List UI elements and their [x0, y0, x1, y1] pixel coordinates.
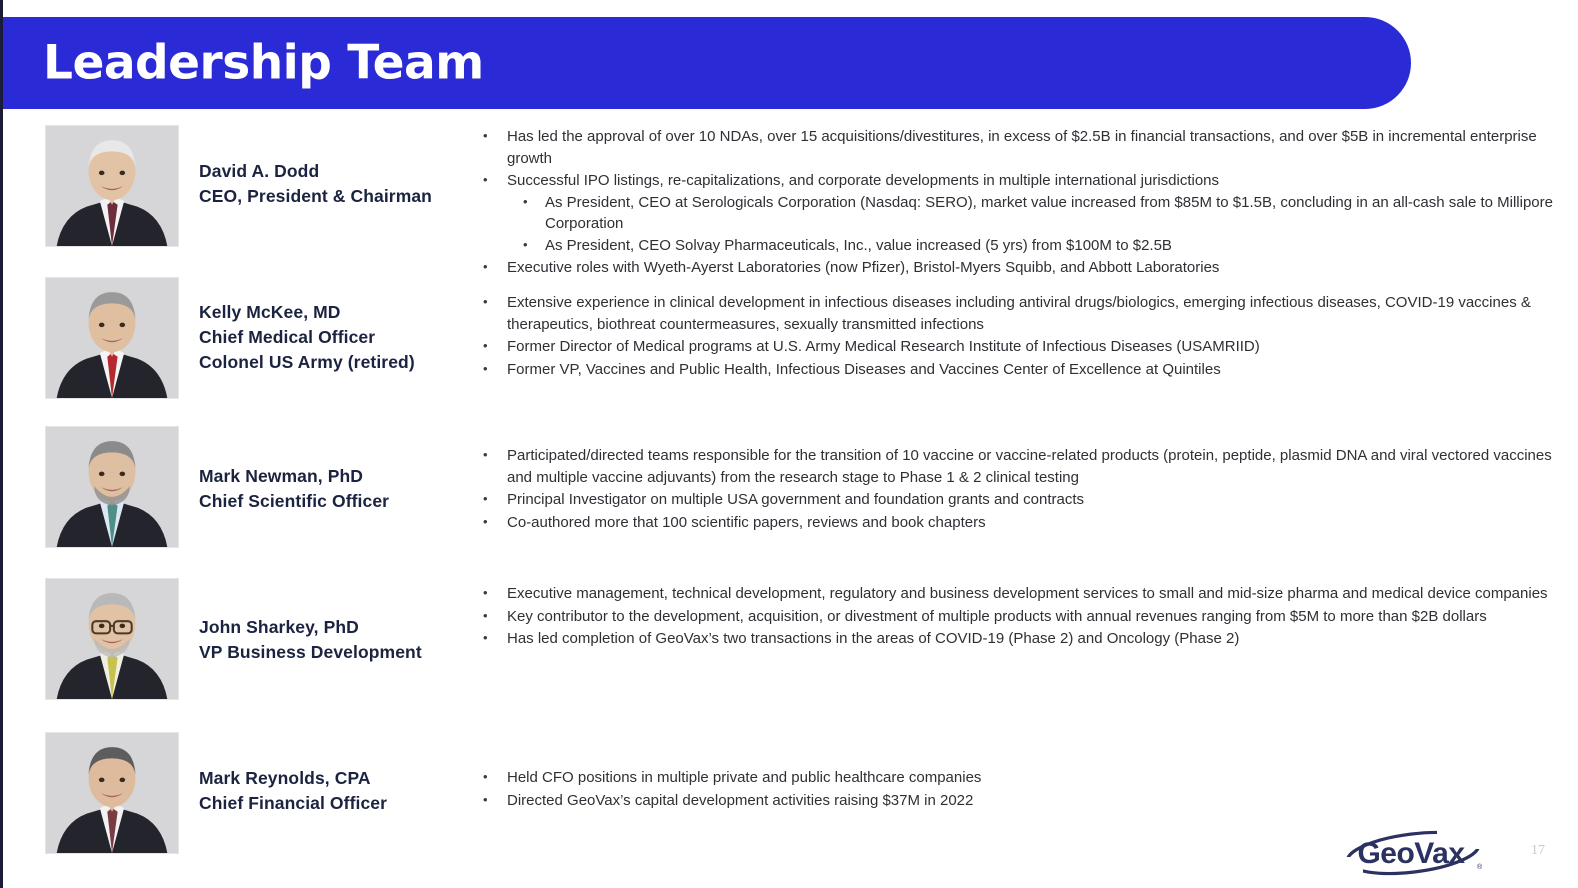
headshot-photo	[45, 578, 179, 700]
bullet-text: • Extensive experience in clinical development in infectious diseases including antiviral drugs/biologics, emerging infectious diseases, COVID-19 vaccines & therapeutics, biothreat countermeasures, sexually transmitted infections	[507, 294, 1531, 333]
bullet-list	[479, 445, 1571, 533]
bullet-text: • Executive roles with Wyeth-Ayerst Laboratories (now Pfizer), Bristol-Myers Squibb, and Abbott Laboratories	[507, 259, 1220, 276]
bullet-item	[479, 606, 1571, 628]
person-title: VP Business Development	[199, 642, 422, 662]
person-name: Mark Newman, PhD	[199, 466, 364, 486]
bullet-text: • Co-authored more that 100 scientific papers, reviews and book chapters	[507, 513, 986, 531]
person-bullets	[479, 445, 1571, 534]
bullet-text: • Directed GeoVax’s capital development activities raising $37M in 2022	[507, 791, 974, 809]
bullet-item	[479, 489, 1571, 511]
bullet-text: • Former Director of Medical programs at U.S. Army Medical Research Institute of Infectious Diseases (USAMRIID)	[507, 338, 1260, 355]
sub-bullet-item: • As President, CEO at Serologicals Corporation (Nasdaq: SERO), market value increased from $85M to $1.5B, concluding in an all-cash sale to Millipore Corporation	[507, 192, 1571, 235]
headshot-photo	[45, 426, 179, 548]
bullet-item	[479, 628, 1571, 650]
person-name-block	[199, 615, 422, 665]
person-title: Chief Scientific Officer	[199, 491, 390, 511]
bullet-item	[479, 336, 1571, 358]
person-bullets	[479, 583, 1571, 651]
person-name: John Sharkey, PhD	[199, 617, 359, 637]
person-name-block	[199, 300, 415, 375]
person-name-block	[199, 766, 387, 816]
sub-bullet-list	[507, 192, 1571, 257]
page-title: Leadership Team	[43, 35, 484, 91]
bullet-item	[479, 512, 1571, 534]
person-title: Chief Financial Officer	[199, 793, 388, 813]
header-banner	[3, 17, 1411, 109]
headshot-photo	[45, 125, 179, 247]
bullet-text: • Successful IPO listings, re-capitalizations, and corporate developments in multiple international jurisdictions	[507, 172, 1220, 189]
bullet-item	[479, 583, 1571, 605]
svg-text:GeoVax: GeoVax	[1357, 837, 1465, 870]
bullet-item	[479, 790, 1571, 812]
person-name-block	[199, 464, 389, 514]
bullet-list	[479, 767, 1571, 811]
person-name-block	[199, 159, 432, 209]
person-name: David A. Dodd	[199, 161, 320, 181]
svg-text:®: ®	[1477, 864, 1483, 871]
headshot-photo	[45, 277, 179, 399]
person-title: CEO, President & Chairman	[199, 186, 432, 206]
person-bullets	[479, 292, 1571, 381]
person-title-secondary: Colonel US Army (retired)	[199, 352, 415, 372]
bullet-text: • Key contributor to the development, acquisition, or divestment of multiple products with annual revenues ranging from $5M to more than $2B dollars	[507, 607, 1487, 625]
bullet-item	[479, 292, 1571, 335]
headshot-photo	[45, 732, 179, 854]
bullet-text: • Executive management, technical development, regulatory and business development services to small and mid-size pharma and medical device companies	[507, 585, 1548, 602]
bullet-text: • Former VP, Vaccines and Public Health, Infectious Diseases and Vaccines Center of Excellence at Quintiles	[507, 360, 1221, 378]
person-bullets	[479, 767, 1571, 812]
bullet-text: • Participated/directed teams responsible for the transition of 10 vaccine or vaccine-related products (protein, peptide, plasmid DNA and viral vectored vaccines and multiple vaccine adjuvants) from the research stage to Phase 1 & 2 clinical testing	[507, 447, 1552, 486]
bullet-item	[479, 170, 1571, 256]
bullet-text: • Principal Investigator on multiple USA government and foundation grants and contracts	[507, 491, 1085, 508]
bullet-text: • Has led completion of GeoVax’s two transactions in the areas of COVID-19 (Phase 2) and Oncology (Phase 2)	[507, 630, 1240, 647]
bullet-item	[479, 445, 1571, 488]
bullet-item	[479, 126, 1571, 169]
bullet-text: • Held CFO positions in multiple private and public healthcare companies	[507, 769, 982, 786]
geovax-logo	[1333, 827, 1493, 879]
bullet-list	[479, 292, 1571, 380]
bullet-list	[479, 126, 1571, 279]
bullet-item	[479, 767, 1571, 789]
bullet-text: • Has led the approval of over 10 NDAs, over 15 acquisitions/divestitures, in excess of $2.5B in financial transactions, and over $5B in incremental enterprise growth	[507, 128, 1537, 167]
person-name: Kelly McKee, MD	[199, 302, 341, 322]
sub-bullet-item: • As President, CEO Solvay Pharmaceuticals, Inc., value increased (5 yrs) from $100M to $2.5B	[507, 235, 1571, 257]
page-number: 17	[1531, 843, 1545, 858]
person-name: Mark Reynolds, CPA	[199, 768, 371, 788]
bullet-item	[479, 359, 1571, 381]
person-title: Chief Medical Officer	[199, 327, 376, 347]
person-bullets	[479, 126, 1571, 280]
bullet-list	[479, 583, 1571, 650]
bullet-item	[479, 257, 1571, 279]
